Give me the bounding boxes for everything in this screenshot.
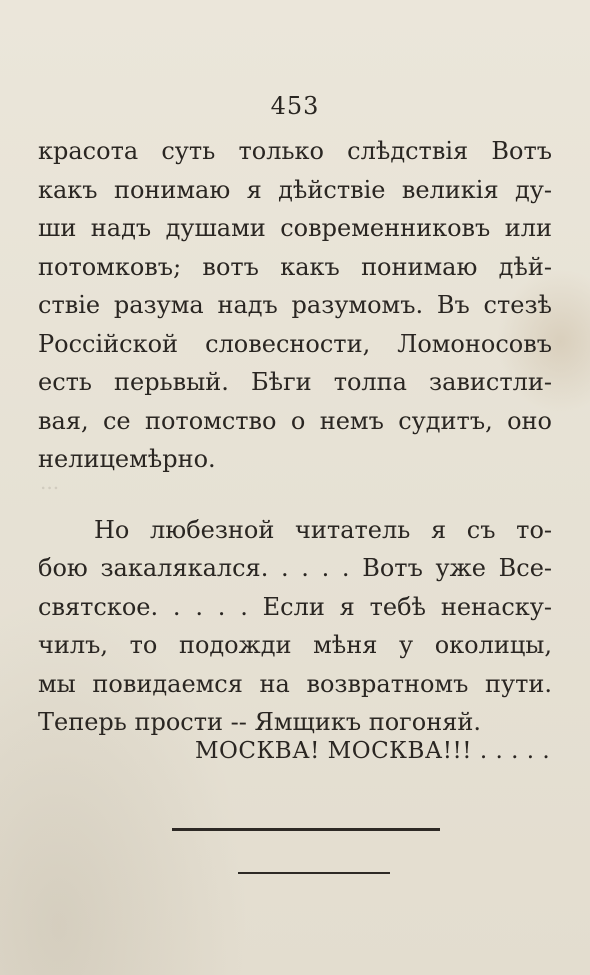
closing-exclamation: МОСКВА! МОСКВА!!! . . . . . [195, 738, 551, 764]
text-line: нелицемѣрно. [38, 445, 216, 473]
divider-rule [172, 828, 440, 831]
text-line: какъ понимаю я дѣйствіе великія ду- [38, 175, 552, 204]
show-through-text: ... [40, 470, 60, 494]
paragraph-2 [38, 511, 552, 742]
text-line: Теперь прости -- Ямщикъ погоняй. [38, 708, 481, 736]
text-line: потомковъ; вотъ какъ понимаю дѣй- [38, 252, 552, 281]
text-line: чилъ, то подожди мѣня у околицы, [38, 631, 552, 659]
text-line: Но любезной читатель я съ то- [94, 515, 552, 544]
text-line: вая, се потомство о немъ судитъ, оно [38, 406, 552, 435]
text-line: святское. . . . . Если я тебѣ ненаску- [38, 592, 552, 621]
text-line: есть перьвый. Бѣги толпа завистли- [38, 368, 552, 396]
text-line: мы повидаемся на возвратномъ пути. [38, 669, 552, 698]
text-line: Россійской словесности, Ломоносовъ [38, 329, 552, 358]
text-line: ши надъ душами современниковъ или [38, 214, 552, 242]
body-text [38, 132, 552, 742]
page-number: 453 [270, 92, 320, 120]
paragraph-gap [38, 479, 552, 511]
text-line: бою закалякался. . . . . Вотъ уже Все- [38, 554, 552, 582]
paragraph-1 [38, 132, 552, 479]
divider-rule-short [238, 872, 390, 874]
text-line: красота суть только слѣдствія Вотъ [38, 137, 552, 165]
text-line: ствіе разума надъ разумомъ. Въ стезѣ [38, 291, 552, 319]
